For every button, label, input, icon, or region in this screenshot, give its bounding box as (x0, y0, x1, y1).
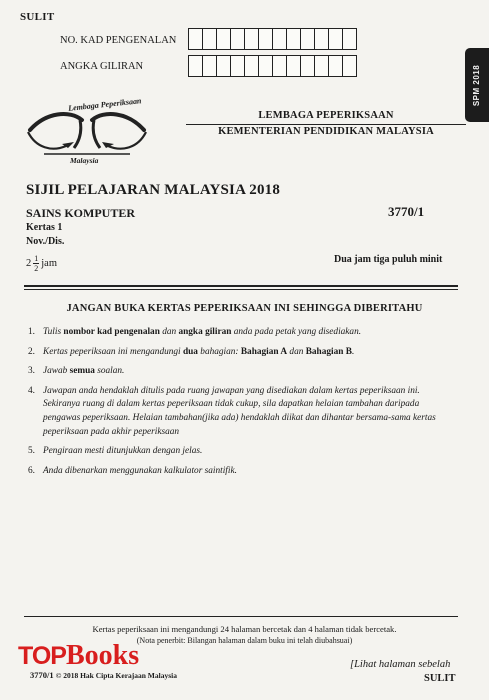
item-number: 3. (28, 366, 35, 377)
digit-box[interactable] (314, 55, 329, 77)
footer-rule (24, 616, 458, 617)
digit-box[interactable] (258, 55, 273, 77)
watermark-books: Books (65, 640, 140, 671)
duration-denominator: 2 (34, 264, 39, 273)
board-divider (186, 124, 466, 125)
list-item: 4. Jawapan anda hendaklah ditulis pada ruang jawapan yang disediakan dalam kertas peperiksaan ini. Sekiranya ruang di dalam kertas peperiksaan tidak cukup, sila dapatkan helaian tambahan daripada pengawas peperiksaan. Helaian tambahan(jika ada) hendaklah diikat dan dihantar bersama-sama kertas peperiksaan pada akhir peperiksaan (28, 385, 438, 439)
double-rule-top (24, 285, 458, 287)
exam-title: SIJIL PELAJARAN MALAYSIA 2018 (26, 182, 281, 198)
digit-box[interactable] (216, 55, 231, 77)
instructions-list (28, 326, 438, 484)
list-item: 1. Tulis nombor kad pengenalan dan angka giliran anda pada petak yang disediakan. (28, 326, 438, 340)
digit-box[interactable] (202, 28, 217, 50)
list-item: 2. Kertas peperiksaan ini mengandungi dua bahagian: Bahagian A dan Bahagian B. (28, 346, 438, 360)
copyright-text: © 2018 Hak Cipta Kerajaan Malaysia (55, 671, 177, 680)
page-count-note: Kertas peperiksaan ini mengandungi 24 halaman bercetak dan 4 halaman tidak bercetak. (92, 624, 397, 634)
digit-box[interactable] (230, 28, 245, 50)
index-number-boxes[interactable] (188, 55, 356, 77)
item-number: 6. (28, 465, 35, 476)
digit-box[interactable] (286, 55, 301, 77)
digit-box[interactable] (202, 55, 217, 77)
duration-whole: 2 (26, 257, 32, 269)
ic-number-boxes[interactable] (188, 28, 356, 50)
digit-box[interactable] (328, 28, 343, 50)
digit-box[interactable] (230, 55, 245, 77)
digit-box[interactable] (244, 55, 259, 77)
topbooks-watermark (18, 640, 140, 671)
index-number-label: ANGKA GILIRAN (60, 61, 144, 72)
board-name-line2: KEMENTERIAN PENDIDIKAN MALAYSIA (218, 126, 434, 137)
digit-box[interactable] (188, 55, 203, 77)
list-item: 6. Anda dibenarkan menggunakan kalkulator saintifik. (28, 465, 438, 479)
logo-bottom-text: Malaysia (70, 156, 99, 165)
watermark-top: TOP (18, 642, 66, 670)
digit-box[interactable] (342, 28, 357, 50)
double-rule-bottom (24, 289, 458, 290)
see-next-page: [Lihat halaman sebelah (350, 659, 451, 670)
footer-code: 3770/1 (30, 670, 54, 680)
digit-box[interactable] (300, 28, 315, 50)
digit-box[interactable] (258, 28, 273, 50)
digit-box[interactable] (216, 28, 231, 50)
duration-text: Dua jam tiga puluh minit (334, 254, 443, 265)
classification-label-bottom: SULIT (424, 673, 456, 684)
item-number: 5. (28, 446, 35, 457)
digit-box[interactable] (314, 28, 329, 50)
digit-box[interactable] (188, 28, 203, 50)
item-number: 4. (28, 385, 35, 396)
digit-box[interactable] (286, 28, 301, 50)
item-number: 2. (28, 346, 35, 357)
digit-box[interactable] (272, 28, 287, 50)
list-item: 5. Pengiraan mesti ditunjukkan dengan jelas. (28, 445, 438, 459)
item-number: 1. (28, 327, 35, 337)
classification-label: SULIT (20, 11, 55, 23)
do-not-open-warning: JANGAN BUKA KERTAS PEPERIKSAAN INI SEHINGGA DIBERITAHU (66, 303, 423, 314)
board-name-line1: LEMBAGA PEPERIKSAAN (258, 110, 394, 121)
subject-name: SAINS KOMPUTER (26, 206, 136, 220)
paper-code: 3770/1 (388, 204, 425, 219)
logo-top-text: Lembaga Peperiksaan (67, 96, 142, 113)
duration-unit: jam (41, 257, 57, 269)
paper-number: Kertas 1 (26, 222, 63, 233)
side-tab (465, 48, 489, 122)
digit-box[interactable] (244, 28, 259, 50)
exam-board-logo (22, 96, 152, 168)
duration-numerator: 1 (34, 254, 39, 263)
ic-number-label: NO. KAD PENGENALAN (60, 35, 177, 46)
duration-fraction (26, 254, 57, 273)
footer-copyright (30, 670, 177, 680)
side-tab-label: SPM 2018 (472, 64, 482, 106)
digit-box[interactable] (272, 55, 287, 77)
publisher-note: (Nota penerbit: Bilangan halaman dalam buku ini telah diubahsuai) (136, 636, 353, 645)
list-item: 3. Jawab semua soalan. (28, 365, 438, 379)
digit-box[interactable] (300, 55, 315, 77)
exam-session: Nov./Dis. (26, 236, 65, 247)
digit-box[interactable] (328, 55, 343, 77)
digit-box[interactable] (342, 55, 357, 77)
